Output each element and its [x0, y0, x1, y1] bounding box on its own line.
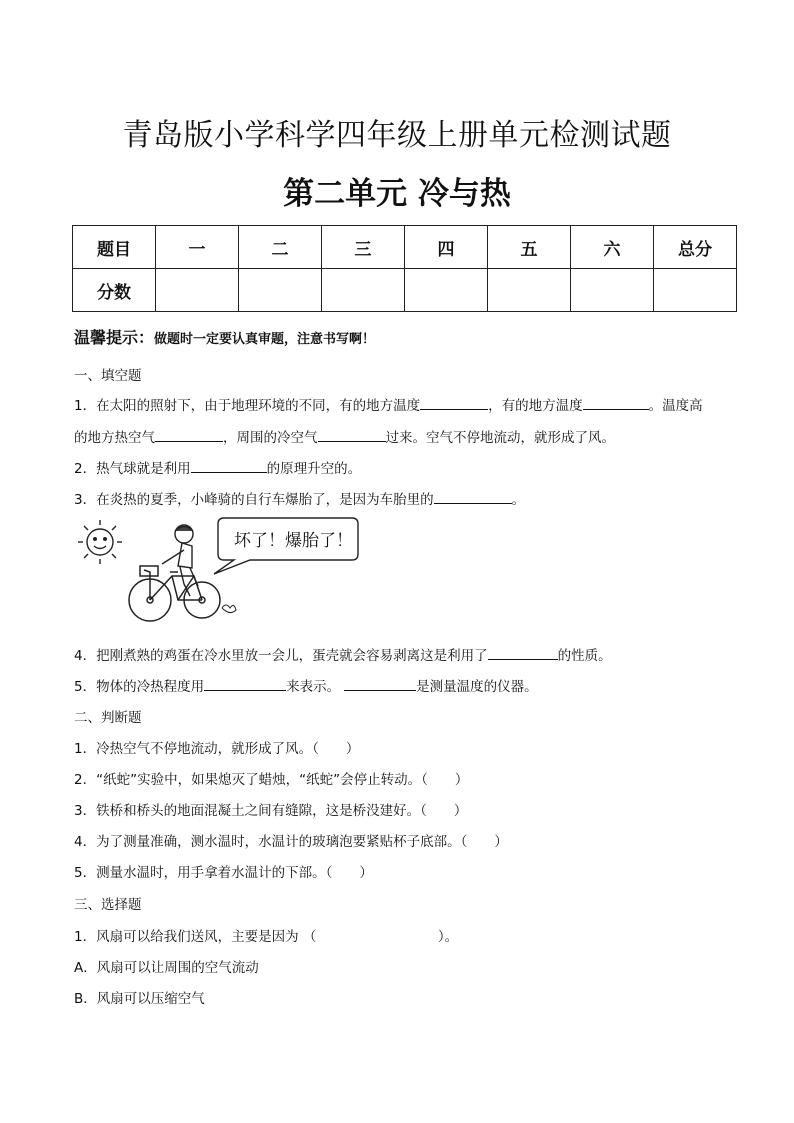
- judge-item-4: 4．为了测量准确，测水温时，水温计的玻璃泡要紧贴杯子底部。（ ）: [74, 834, 508, 850]
- q4-line: 4．把刚煮熟的鸡蛋在冷水里放一会儿，蛋壳就会容易剥离这是利用了 的性质。: [74, 644, 612, 664]
- choice-option-a[interactable]: A．风扇可以让周围的空气流动: [74, 960, 259, 976]
- score-table-header-row: [73, 226, 737, 269]
- cyclist-drawing: [74, 512, 364, 624]
- score-cell-total: 总分: [654, 226, 737, 269]
- cyclist-illustration: [74, 512, 364, 624]
- score-input-total[interactable]: [654, 269, 737, 312]
- reminder: [74, 325, 375, 348]
- q1-blank-2[interactable]: [583, 396, 649, 411]
- q2-line: 2．热气球就是利用 的原理升空的。: [74, 457, 361, 477]
- score-input-4[interactable]: [405, 269, 488, 312]
- sun-icon: [78, 520, 122, 564]
- score-input-2[interactable]: [239, 269, 322, 312]
- q1-line1: 1．在太阳的照射下，由于地理环境的不同，有的地方温度 ，有的地方温度 。温度高: [74, 394, 703, 414]
- puff-icon: [222, 605, 236, 613]
- judge-item-1: 1．冷热空气不停地流动，就形成了风。（ ）: [74, 741, 360, 757]
- score-input-1[interactable]: [156, 269, 239, 312]
- unit-subtitle: 第二单元 冷与热: [283, 176, 511, 212]
- speech-bubble: [214, 518, 358, 574]
- score-cell-label: 题目: [73, 226, 156, 269]
- score-row-label: 分数: [73, 269, 156, 312]
- q3-blank[interactable]: [434, 490, 512, 505]
- q5-blank-2[interactable]: [344, 677, 416, 692]
- q1-blank-4[interactable]: [318, 428, 386, 443]
- score-cell-6: 六: [571, 226, 654, 269]
- score-table: [72, 225, 737, 312]
- section1-heading: 一、填空题: [74, 368, 142, 384]
- score-input-3[interactable]: [322, 269, 405, 312]
- score-table-score-row: [73, 269, 737, 312]
- score-cell-1: 一: [156, 226, 239, 269]
- q1-blank-3[interactable]: [155, 428, 223, 443]
- score-cell-2: 二: [239, 226, 322, 269]
- page-title: 青岛版小学科学四年级上册单元检测试题: [122, 118, 672, 153]
- q4-blank[interactable]: [488, 646, 558, 661]
- q1-line2: 的地方热空气 ，周围的冷空气 过来。空气不停地流动，就形成了风。: [74, 426, 615, 446]
- choice-question-1: 1．风扇可以给我们送风，主要是因为 （ ）。: [74, 929, 459, 945]
- q3-line: 3．在炎热的夏季，小峰骑的自行车爆胎了，是因为车胎里的 。: [74, 488, 525, 508]
- reminder-label: 温馨提示：: [74, 328, 155, 347]
- score-cell-5: 五: [488, 226, 571, 269]
- q5-blank-1[interactable]: [204, 677, 286, 692]
- bicycle-icon: [129, 566, 220, 621]
- judge-item-5: 5．测量水温时，用手拿着水温计的下部。（ ）: [74, 865, 373, 881]
- speech-text: 坏了！爆胎了！: [234, 531, 353, 551]
- score-cell-4: 四: [405, 226, 488, 269]
- reminder-text: 做题时一定要认真审题，注意书写啊！: [154, 332, 376, 347]
- score-input-5[interactable]: [488, 269, 571, 312]
- q5-line: 5．物体的冷热程度用 来表示。 是测量温度的仪器。: [74, 675, 538, 695]
- section2-heading: 二、判断题: [74, 710, 142, 726]
- judge-item-2: 2．“纸蛇”实验中，如果熄灭了蜡烛，“纸蛇”会停止转动。（ ）: [74, 772, 469, 788]
- section3-heading: 三、选择题: [74, 897, 142, 913]
- q2-blank[interactable]: [191, 459, 267, 474]
- score-cell-3: 三: [322, 226, 405, 269]
- choice-option-b[interactable]: B．风扇可以压缩空气: [74, 991, 205, 1007]
- judge-item-3: 3．铁桥和桥头的地面混凝土之间有缝隙，这是桥没建好。（ ）: [74, 803, 468, 819]
- score-input-6[interactable]: [571, 269, 654, 312]
- q1-blank-1[interactable]: [420, 396, 488, 411]
